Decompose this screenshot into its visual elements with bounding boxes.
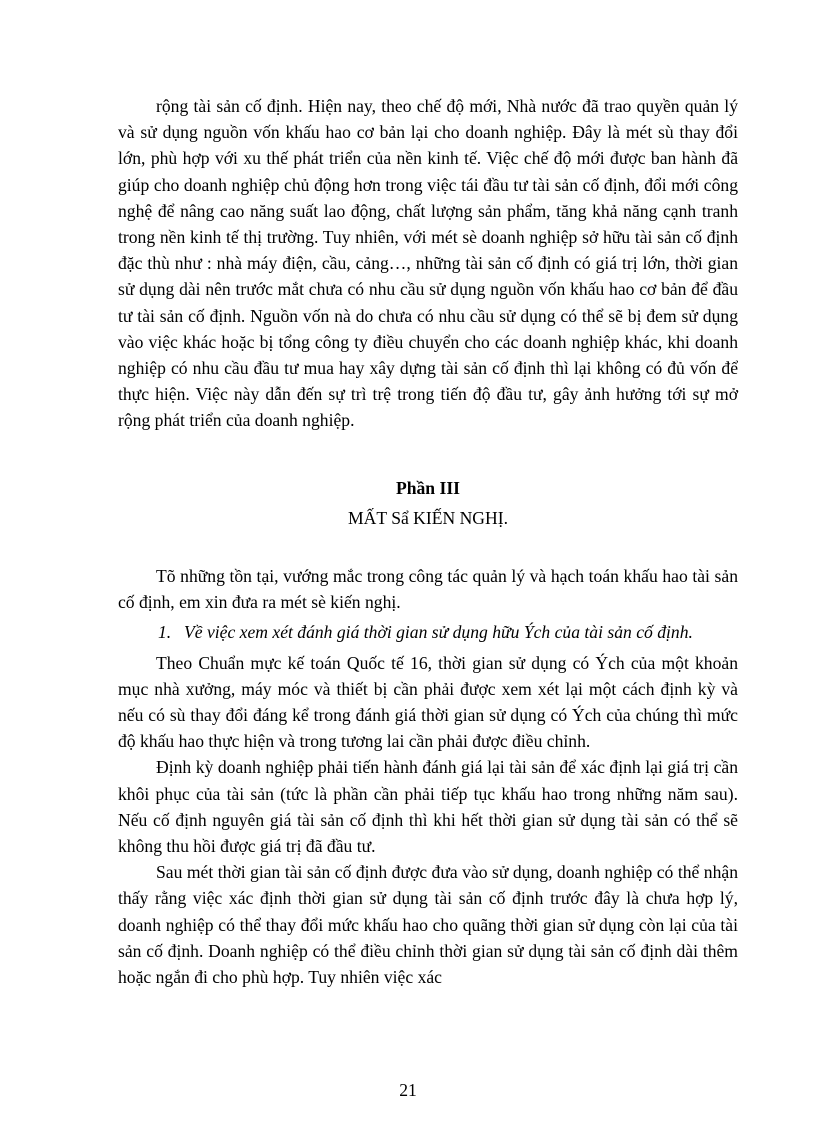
recommendations-body	[118, 563, 738, 990]
paragraph-adjustment: Sau mét thời gian tài sản cố định được đưa vào sử dụng, doanh nghiệp có thể nhận thấy rằng việc xác định thời gian sử dụng tài sản cố định trước đây là chưa hợp lý, doanh nghiệp có thể thay đổi mức khấu hao cho quãng thời gian sử dụng còn lại của tài sản cố định. Doanh nghiệp có thể điều chỉnh thời gian sử dụng tài sản cố định dài thêm hoặc ngắn đi cho phù hợp. Tuy nhiên việc xác	[118, 862, 738, 988]
paragraph-continuation: rộng tài sản cố định. Hiện nay, theo chế độ mới, Nhà nước đã trao quyền quản lý và sử dụng nguồn vốn khấu hao cơ bản lại cho doanh nghiệp. Đây là mét sù thay đổi lớn, phù hợp với xu thế phát triển của nền kinh tế. Việc chế độ mới được ban hành đã giúp cho doanh nghiệp chủ động hơn trong việc tái đầu tư tài sản cố định, đổi mới công nghệ để nâng cao năng suất lao động, chất lượng sản phẩm, tăng khả năng cạnh tranh trong nền kinh tế thị trường. Tuy nhiên, với mét sè doanh nghiệp sở hữu tài sản cố định đặc thù như : nhà máy điện, cầu, cảng…, những tài sản cố định có giá trị lớn, thời gian sử dụng dài nên trước mắt chưa có nhu cầu sử dụng nguồn vốn khấu hao cơ bản để đầu tư tài sản cố định. Nguồn vốn nà do chưa có nhu cầu sử dụng có thể sẽ bị đem sử dụng vào việc khác hoặc bị tổng công ty điều chuyển cho các doanh nghiệp khác, khi doanh nghiệp có nhu cầu đầu tư mua hay xây dựng tài sản cố định thì lại không có đủ vốn để thực hiện. Việc này dẫn đến sự trì trệ trong tiến độ đầu tư, gây ảnh hưởng tới sự mở rộng phát triển của doanh nghiệp.	[118, 96, 738, 431]
intro-paragraph: Tõ những tồn tại, vướng mắc trong công tác quản lý và hạch toán khấu hao tài sản cố định, em xin đưa ra mét sè kiến nghị.	[118, 566, 738, 613]
paragraph-revaluation: Định kỳ doanh nghiệp phải tiến hành đánh giá lại tài sản để xác định lại giá trị cần khôi phục của tài sản (tức là phần cần phải tiếp tục khấu hao trong những năm sau). Nếu cố định nguyên giá tài sản cố định thì khi hết thời gian sử dụng tài sản có thể sẽ không thu hồi được giá trị đã đầu tư.	[118, 757, 738, 857]
section-title: MẤT Sẩ KIẾN NGHỊ.	[348, 508, 508, 528]
paragraph-ias16: Theo Chuẩn mực kế toán Quốc tế 16, thời gian sử dụng có Ých của một khoản mục nhà xưởng, máy móc và thiết bị cần phải được xem xét lại một cách định kỳ và nếu có sù thay đổi đáng kể trong đánh giá thời gian sử dụng có Ých của chúng thì mức độ khấu hao thực hiện và trong tương lai cần phải được điều chỉnh.	[118, 652, 738, 752]
continuation-paragraph-block	[118, 93, 738, 434]
section-label: Phần III	[395, 478, 461, 498]
list-item-text: Về việc xem xét đánh giá thời gian sử dụng hữu Ých của tài sản cố định.	[184, 622, 693, 643]
page-number: 21	[399, 1080, 417, 1100]
list-item-number: 1.	[158, 622, 172, 643]
list-item-1	[158, 619, 738, 645]
